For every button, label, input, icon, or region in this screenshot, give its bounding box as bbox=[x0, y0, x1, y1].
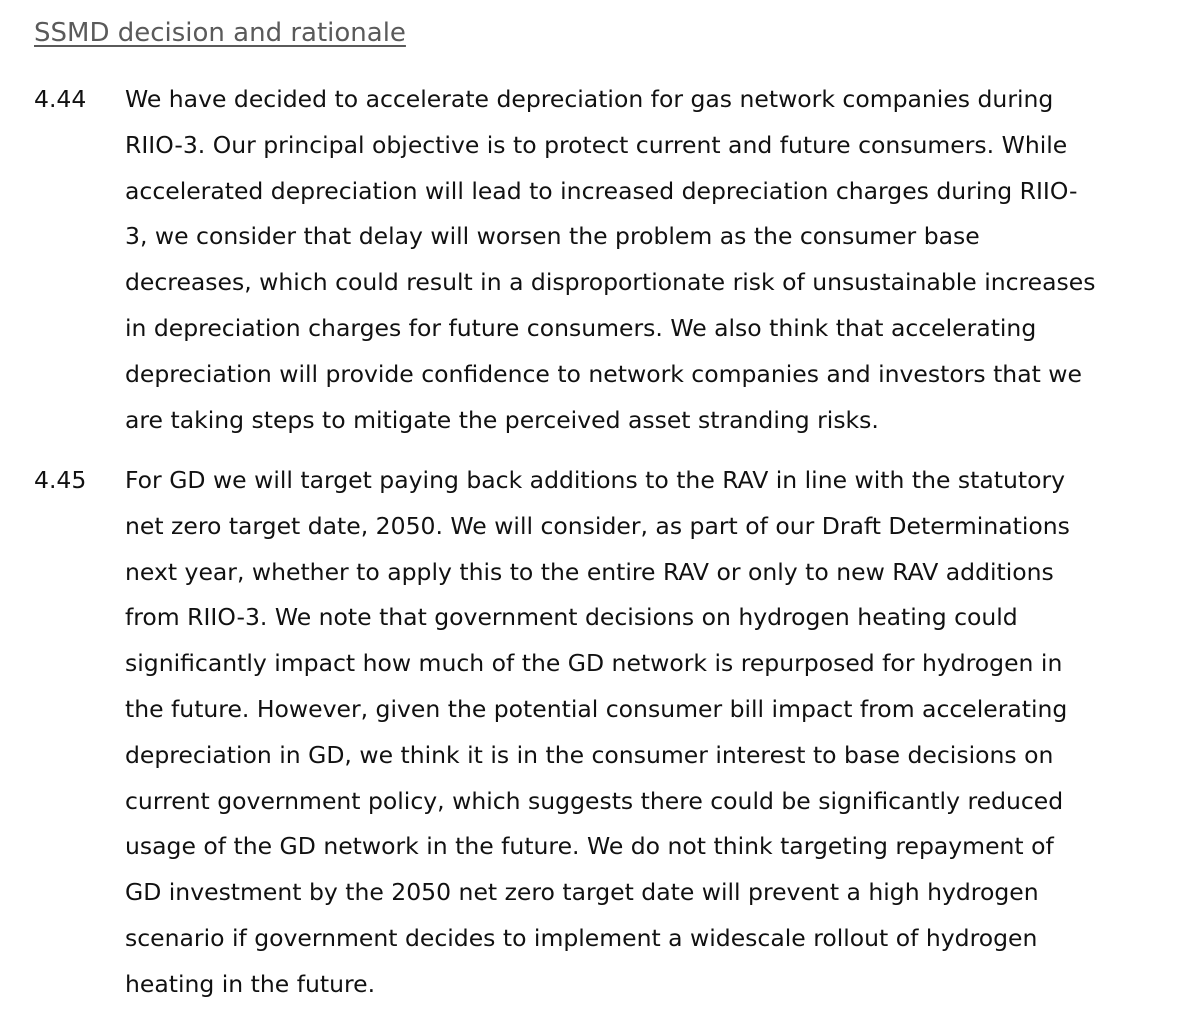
paragraph-line: net zero target date, 2050. We will consider, as part of our Draft Determinations bbox=[125, 511, 1070, 540]
paragraph-line: the future. However, given the potential consumer bill impact from accelerating bbox=[125, 694, 1068, 723]
paragraph-line: are taking steps to mitigate the perceived asset stranding risks. bbox=[125, 405, 879, 434]
paragraph-line: current government policy, which suggests there could be significantly reduced bbox=[125, 786, 1064, 815]
paragraph-line: significantly impact how much of the GD network is repurposed for hydrogen in bbox=[125, 649, 1063, 678]
paragraph-line: For GD we will target paying back additions to the RAV in line with the statutory bbox=[125, 466, 1066, 494]
paragraph-line: depreciation in GD, we think it is in the consumer interest to base decisions on bbox=[125, 740, 1054, 769]
paragraph-line: We have decided to accelerate depreciation for gas network companies during bbox=[125, 85, 1054, 113]
paragraph-number: 4.45 bbox=[34, 466, 87, 494]
paragraph-line: 3, we consider that delay will worsen the problem as the consumer base bbox=[125, 222, 980, 251]
paragraph-line: heating in the future. bbox=[125, 969, 376, 998]
paragraph-line: usage of the GD network in the future. We do not think targeting repayment of bbox=[125, 832, 1054, 861]
paragraph-body bbox=[125, 77, 1096, 443]
paragraph-line: in depreciation charges for future consumers. We also think that accelerating bbox=[125, 313, 1037, 342]
paragraph-line: next year, whether to apply this to the entire RAV or only to new RAV additions bbox=[125, 557, 1054, 586]
paragraph-line: depreciation will provide confidence to network companies and investors that we bbox=[125, 359, 1082, 388]
paragraph-number: 4.44 bbox=[34, 85, 87, 113]
paragraph-body bbox=[125, 458, 1070, 1008]
paragraph-line: decreases, which could result in a disproportionate risk of unsustainable increases bbox=[125, 268, 1096, 297]
paragraph-line: from RIIO-3. We note that government decisions on hydrogen heating could bbox=[125, 603, 1018, 632]
paragraph-line: scenario if government decides to implement a widescale rollout of hydrogen bbox=[125, 923, 1038, 952]
section-heading: SSMD decision and rationale bbox=[34, 18, 406, 48]
paragraph-line: GD investment by the 2050 net zero target date will prevent a high hydrogen bbox=[125, 878, 1039, 907]
paragraph-line: RIIO-3. Our principal objective is to protect current and future consumers. While bbox=[125, 130, 1068, 159]
paragraph-line: accelerated depreciation will lead to increased depreciation charges during RIIO- bbox=[125, 176, 1078, 205]
